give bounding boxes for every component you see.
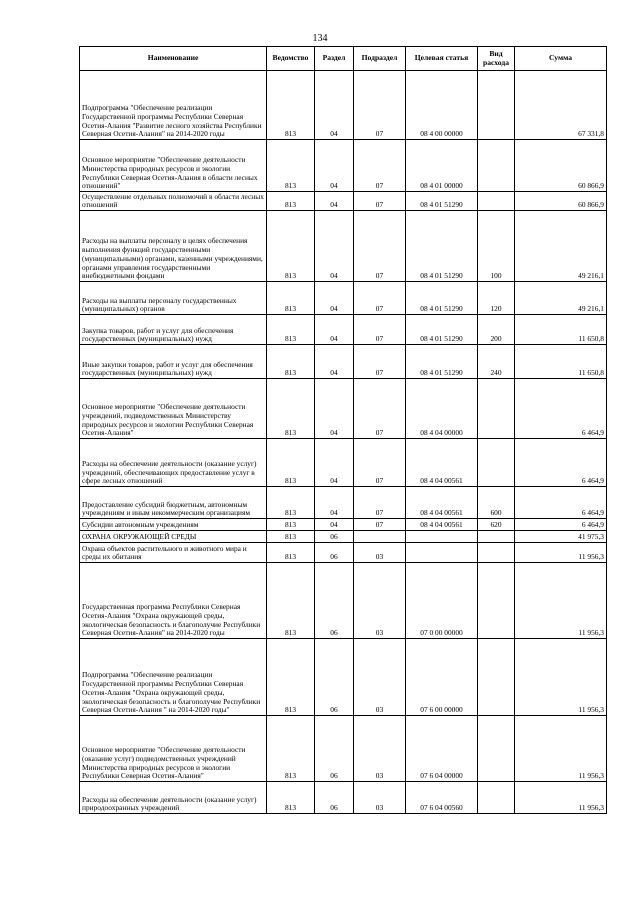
table-row — [80, 531, 607, 543]
cell-target: 08 4 00 00000 — [406, 71, 478, 140]
cell-name: Основное мероприятие "Обеспечение деятельности учреждений, подведомственных Министерству природных ресурсов и экологии Республики Северная Осетия-Алания" — [80, 379, 267, 439]
cell-subsection: 07 — [354, 71, 406, 140]
budget-table — [79, 46, 607, 814]
cell-subsection: 07 — [354, 192, 406, 211]
cell-section: 06 — [315, 716, 354, 782]
cell-target: 08 4 04 00000 — [406, 379, 478, 439]
cell-target: 08 4 04 00561 — [406, 487, 478, 519]
table-row — [80, 639, 607, 716]
cell-amount: 11 956,3 — [515, 639, 607, 716]
header-subsection: Подраздел — [354, 47, 406, 71]
cell-target: 08 4 01 51290 — [406, 192, 478, 211]
cell-name: Основное мероприятие "Обеспечение деятельности (оказание услуг) подведомственных учреждений Министерства природных ресурсов и экологии Республики Северная Осетия-Алания" — [80, 716, 267, 782]
table-row — [80, 543, 607, 563]
cell-name: Государственная программа Республики Северная Осетия-Алания "Охрана окружающей среды, экологическая безопасность и благополучие Республики Северная Осетия-Алания" на 2014-2020 годы — [80, 563, 267, 639]
cell-amount: 41 975,3 — [515, 531, 607, 543]
cell-target — [406, 531, 478, 543]
cell-section: 04 — [315, 211, 354, 282]
cell-name: Расходы на обеспечение деятельности (оказание услуг) учреждений, обеспечивающих предоставление услуг в сфере лесных отношений — [80, 439, 267, 487]
cell-expense-type — [478, 439, 515, 487]
cell-subsection: 03 — [354, 639, 406, 716]
page-number: 134 — [312, 33, 328, 44]
cell-expense-type — [478, 563, 515, 639]
cell-expense-type — [478, 192, 515, 211]
cell-amount: 6 464,9 — [515, 487, 607, 519]
table-row — [80, 211, 607, 282]
cell-target: 07 6 00 00000 — [406, 639, 478, 716]
cell-subsection — [354, 531, 406, 543]
cell-subsection: 07 — [354, 282, 406, 315]
cell-department: 813 — [267, 345, 315, 379]
cell-expense-type — [478, 531, 515, 543]
cell-name: Предоставление субсидий бюджетным, автономным учреждениям и иным некоммерческим организациям — [80, 487, 267, 519]
cell-amount: 11 650,8 — [515, 315, 607, 345]
cell-amount: 6 464,9 — [515, 379, 607, 439]
cell-department: 813 — [267, 282, 315, 315]
cell-expense-type: 200 — [478, 315, 515, 345]
table-row — [80, 716, 607, 782]
cell-section: 04 — [315, 487, 354, 519]
cell-amount: 11 956,3 — [515, 782, 607, 814]
cell-amount: 60 866,9 — [515, 140, 607, 192]
cell-expense-type: 620 — [478, 519, 515, 531]
cell-department: 813 — [267, 639, 315, 716]
cell-subsection: 07 — [354, 211, 406, 282]
cell-section: 04 — [315, 519, 354, 531]
cell-subsection: 07 — [354, 140, 406, 192]
cell-section: 04 — [315, 192, 354, 211]
table-row — [80, 192, 607, 211]
cell-name: Охрана объектов растительного и животного мира и среды их обитания — [80, 543, 267, 563]
cell-department: 813 — [267, 716, 315, 782]
cell-department: 813 — [267, 315, 315, 345]
cell-department: 813 — [267, 519, 315, 531]
table-row — [80, 487, 607, 519]
cell-name: ОХРАНА ОКРУЖАЮЩЕЙ СРЕДЫ — [80, 531, 267, 543]
cell-department: 813 — [267, 487, 315, 519]
cell-subsection: 07 — [354, 379, 406, 439]
cell-section: 06 — [315, 782, 354, 814]
header-department: Ведомство — [267, 47, 315, 71]
cell-subsection: 03 — [354, 782, 406, 814]
cell-amount: 60 866,9 — [515, 192, 607, 211]
cell-expense-type: 120 — [478, 282, 515, 315]
cell-section: 04 — [315, 345, 354, 379]
cell-subsection: 07 — [354, 315, 406, 345]
cell-expense-type — [478, 379, 515, 439]
table-row — [80, 315, 607, 345]
header-target: Целевая статья — [406, 47, 478, 71]
table-row — [80, 71, 607, 140]
cell-department: 813 — [267, 563, 315, 639]
cell-expense-type — [478, 716, 515, 782]
cell-target: 08 4 04 00561 — [406, 439, 478, 487]
cell-department: 813 — [267, 140, 315, 192]
cell-name: Подпрограмма "Обеспечение реализации Государственной программы Республики Северная Осетия-Алания "Развитие лесного хозяйства Республики Северная Осетия-Алания" на 2014-2020 годы — [80, 71, 267, 140]
cell-name: Закупка товаров, работ и услуг для обеспечения государственных (муниципальных) нужд — [80, 315, 267, 345]
cell-amount: 49 216,1 — [515, 211, 607, 282]
cell-amount: 6 464,9 — [515, 519, 607, 531]
table-row — [80, 379, 607, 439]
cell-section: 06 — [315, 531, 354, 543]
cell-subsection: 07 — [354, 439, 406, 487]
cell-name: Подпрограмма "Обеспечение реализации Государственной программы Республики Северная Осетия-Алания "Охрана окружающей среды, экологическая безопасность и благополучие Республики Северная Осетия-Алания " на 2014-2020 годы" — [80, 639, 267, 716]
cell-section: 06 — [315, 563, 354, 639]
cell-department: 813 — [267, 531, 315, 543]
cell-amount: 11 956,3 — [515, 543, 607, 563]
cell-department: 813 — [267, 439, 315, 487]
cell-department: 813 — [267, 379, 315, 439]
table-row — [80, 345, 607, 379]
cell-subsection: 07 — [354, 345, 406, 379]
cell-section: 04 — [315, 439, 354, 487]
cell-expense-type: 600 — [478, 487, 515, 519]
cell-subsection: 03 — [354, 563, 406, 639]
cell-name: Осуществление отдельных полномочий в области лесных отношений — [80, 192, 267, 211]
cell-department: 813 — [267, 543, 315, 563]
cell-target: 08 4 01 51290 — [406, 211, 478, 282]
cell-amount: 6 464,9 — [515, 439, 607, 487]
table-row — [80, 782, 607, 814]
cell-expense-type: 240 — [478, 345, 515, 379]
cell-department: 813 — [267, 192, 315, 211]
cell-subsection: 03 — [354, 716, 406, 782]
cell-section: 04 — [315, 140, 354, 192]
cell-name: Расходы на выплаты персоналу в целях обеспечения выполнения функций государственными (муниципальными) органами, казенными учреждениями, органами управления государственными внебюджетными фондами — [80, 211, 267, 282]
cell-target: 08 4 01 00000 — [406, 140, 478, 192]
cell-subsection: 07 — [354, 519, 406, 531]
cell-name: Расходы на выплаты персоналу государственных (муниципальных) органов — [80, 282, 267, 315]
cell-amount: 11 650,8 — [515, 345, 607, 379]
cell-department: 813 — [267, 71, 315, 140]
cell-expense-type — [478, 639, 515, 716]
table-row — [80, 439, 607, 487]
cell-target: 07 6 04 00000 — [406, 716, 478, 782]
table-row — [80, 563, 607, 639]
cell-target: 08 4 04 00561 — [406, 519, 478, 531]
cell-amount: 11 956,3 — [515, 563, 607, 639]
cell-target: 08 4 01 51290 — [406, 315, 478, 345]
header-expense-type: Вид расхода — [478, 47, 515, 71]
cell-name: Иные закупки товаров, работ и услуг для обеспечения государственных (муниципальных) нужд — [80, 345, 267, 379]
cell-section: 04 — [315, 379, 354, 439]
cell-section: 04 — [315, 282, 354, 315]
header-amount: Сумма — [515, 47, 607, 71]
table-row — [80, 282, 607, 315]
cell-section: 04 — [315, 315, 354, 345]
cell-name: Расходы на обеспечение деятельности (оказание услуг) природоохранных учреждений — [80, 782, 267, 814]
cell-section: 06 — [315, 543, 354, 563]
cell-subsection: 07 — [354, 487, 406, 519]
cell-amount: 67 331,8 — [515, 71, 607, 140]
cell-target: 07 6 04 00560 — [406, 782, 478, 814]
cell-expense-type: 100 — [478, 211, 515, 282]
cell-expense-type — [478, 71, 515, 140]
cell-name: Субсидии автономным учреждениям — [80, 519, 267, 531]
cell-section: 04 — [315, 71, 354, 140]
cell-expense-type — [478, 140, 515, 192]
table-row — [80, 140, 607, 192]
cell-target: 07 0 00 00000 — [406, 563, 478, 639]
header-section: Раздел — [315, 47, 354, 71]
cell-subsection: 03 — [354, 543, 406, 563]
cell-department: 813 — [267, 782, 315, 814]
cell-department: 813 — [267, 211, 315, 282]
cell-expense-type — [478, 543, 515, 563]
header-name: Наименование — [80, 47, 267, 71]
cell-amount: 49 216,1 — [515, 282, 607, 315]
cell-section: 06 — [315, 639, 354, 716]
cell-target — [406, 543, 478, 563]
cell-expense-type — [478, 782, 515, 814]
cell-target: 08 4 01 51290 — [406, 282, 478, 315]
cell-name: Основное мероприятие "Обеспечение деятельности Министерства природных ресурсов и экологии Республики Северная Осетия-Алания в области лесных отношений" — [80, 140, 267, 192]
cell-target: 08 4 01 51290 — [406, 345, 478, 379]
cell-amount: 11 956,3 — [515, 716, 607, 782]
table-row — [80, 519, 607, 531]
table-header-row — [80, 47, 607, 71]
